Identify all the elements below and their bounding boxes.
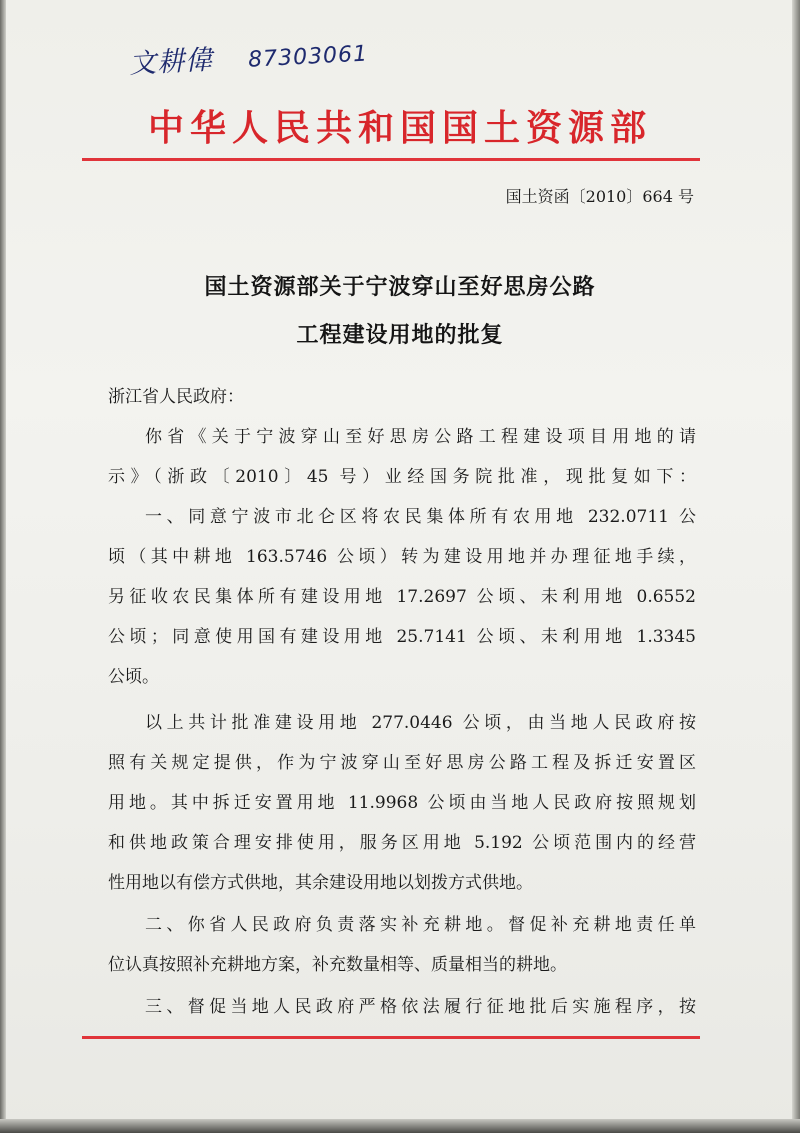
handwritten-note bbox=[128, 29, 369, 80]
body-line: 公顷。 bbox=[108, 667, 159, 687]
handwritten-phone: 87303061 bbox=[247, 41, 369, 73]
page-shadow-left bbox=[0, 0, 6, 1133]
body-line: 三、督促当地人民政府严格依法履行征地批后实施程序，按 bbox=[145, 997, 696, 1017]
agency-letterhead: 中华人民共和国国土资源部 bbox=[147, 107, 652, 149]
page-shadow-bottom bbox=[0, 1119, 800, 1133]
body-line: 你省《关于宁波穿山至好思房公路工程建设项目用地的请 bbox=[145, 427, 696, 447]
body-line: 照有关规定提供，作为宁波穿山至好思房公路工程及拆迁安置区 bbox=[108, 753, 696, 773]
document-title-line-2: 工程建设用地的批复 bbox=[296, 322, 504, 348]
body-line: 示》（浙政〔2010〕45 号）业经国务院批准，现批复如下： bbox=[108, 467, 696, 487]
handwritten-name: 文耕偉 bbox=[128, 44, 214, 80]
body-line: 性用地以有偿方式供地，其余建设用地以划拨方式供地。 bbox=[108, 873, 533, 893]
body-line: 一、同意宁波市北仑区将农民集体所有农用地 232.0711 公 bbox=[145, 507, 696, 527]
body-line: 和供地政策合理安排使用，服务区用地 5.192 公顷范围内的经营 bbox=[108, 833, 696, 853]
document-title-line-1: 国土资源部关于宁波穿山至好思房公路 bbox=[204, 274, 596, 300]
body-line: 以上共计批准建设用地 277.0446 公顷，由当地人民政府按 bbox=[145, 713, 696, 733]
letterhead-red-rule bbox=[82, 158, 700, 161]
body-line: 二、你省人民政府负责落实补充耕地。督促补充耕地责任单 bbox=[145, 915, 696, 935]
body-line: 用地。其中拆迁安置用地 11.9968 公顷由当地人民政府按照规划 bbox=[108, 793, 696, 813]
body-line: 位认真按照补充耕地方案，补充数量相等、质量相当的耕地。 bbox=[108, 955, 567, 975]
page-shadow-right bbox=[792, 0, 800, 1133]
body-line: 顷（其中耕地 163.5746 公顷）转为建设用地并办理征地手续， bbox=[108, 547, 696, 567]
body-line: 另征收农民集体所有建设用地 17.2697 公顷、未利用地 0.6552 bbox=[108, 587, 696, 607]
salutation: 浙江省人民政府： bbox=[108, 387, 244, 407]
footer-red-rule bbox=[82, 1036, 700, 1039]
body-line: 公顷；同意使用国有建设用地 25.7141 公顷、未利用地 1.3345 bbox=[108, 627, 696, 647]
document-number: 国土资函〔2010〕664 号 bbox=[505, 187, 694, 206]
